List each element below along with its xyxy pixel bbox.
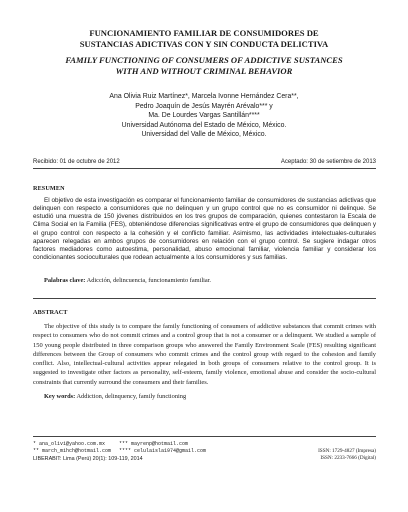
- issn-print: ISSN: 1729-4827 (Impresa): [318, 448, 376, 454]
- authors-line-2: Pedro Joaquín de Jesús Mayrén Arévalo*** y: [135, 102, 273, 110]
- resumen-keywords: [44, 277, 376, 284]
- authors-line-3: Ma. De Lourdes Vargas Santillán****: [148, 112, 260, 120]
- resumen-body: El objetivo de esta investigación es comparar el funcionamiento familiar de consumidores de sustancias adictivas que delinquen con respecto a consumidores que no delinquen y un grupo control que no es consumidor ni delinque. Se estudió una muestra de 150 jóvenes distribuidos en los tres grupos de comparación, quienes contestaron la Escala de Clima Social en la Familia (FES), obteniéndose diferencias significativas entre el grupo de consumidores que delinquen y el grupo control con respecto a la cohesión y el conflicto familiar. Asimismo, las actividades intelectuales-culturales aparecen relegadas en ambos grupos de consumidores en relación con el grupo control. Se sugiere indagar otros factores mediadores como autoestima, personalidad, abuso emocional familiar, violencia familiar y considerar los condicionantes socioculturales que rodean actualmente a los consumidores y sus familias.: [33, 197, 376, 262]
- author-block: [20, 92, 388, 140]
- footnote-email-3: *** mayrenp@hotmail.com: [119, 441, 189, 447]
- footnote-email-4: **** celulaisla1974@gmail.com: [119, 448, 207, 455]
- issn-block: [318, 448, 376, 463]
- resumen-heading: RESUMEN: [33, 185, 65, 192]
- divider-footnotes: [33, 436, 376, 437]
- abstract-keywords-label: Key words:: [44, 393, 76, 400]
- title-english: [20, 55, 388, 77]
- accepted-date: Aceptado: 30 de setiembre de 2013: [280, 159, 376, 165]
- title-english-line-1: FAMILY FUNCTIONING OF CONSUMERS OF ADDICTIVE SUSTANCES: [65, 55, 343, 65]
- journal-citation: LIBERABIT: Lima (Perú) 20(1): 109-119, 2014: [33, 455, 143, 462]
- footnote-email-2: ** march_mihch@hotmail.com: [33, 448, 112, 455]
- resumen-keywords-text: Adicción, delincuencia, funcionamiento familiar.: [86, 277, 212, 284]
- footnote-email-1: * ana_olivi@yahoo.com.mx: [33, 441, 106, 447]
- abstract-body: The objective of this study is to compare the family functioning of consumers of addictive substances that commit crimes with respect to consumers who do not commit crimes and a control group that is not a consumer or a delinquent. We studied a sample of 150 young people distributed in three comparison groups who answered the Family Environment Scale (FES) resulting significant differences between the Group of consumers who commit crimes and the control group with regard to the cohesion and family conflict. Also, intellectual-cultural activities appear relegated in both groups of consumers relative to the control group. It is suggested to investigate other factors as personality, self-esteem, family violence, emotional abuse and consider the socio-cultural constraints that currently surround the consumers and their families.: [33, 323, 376, 386]
- resumen-keywords-label: Palabras clave:: [44, 277, 86, 284]
- abstract-keywords: [44, 393, 376, 400]
- received-date: Recibido: 01 de octubre de 2012: [33, 159, 120, 165]
- abstract-keywords-text: Addiction, delinquency, family functioning: [76, 393, 187, 400]
- affiliation-1: Universidad Autónoma del Estado de México, México.: [121, 121, 287, 129]
- divider-top: [33, 168, 376, 169]
- article-dates: [33, 159, 376, 165]
- title-spanish-line-1: FUNCIONAMIENTO FAMILIAR DE CONSUMIDORES DE: [89, 28, 319, 38]
- title-spanish: [20, 28, 388, 50]
- abstract-heading: ABSTRACT: [33, 309, 68, 316]
- footnotes: [33, 441, 239, 463]
- title-spanish-line-2: SUSTANCIAS ADICTIVAS CON Y SIN CONDUCTA DELICTIVA: [79, 39, 329, 49]
- affiliation-2: Universidad del Valle de México, México.: [141, 131, 267, 139]
- divider-middle: [33, 298, 376, 299]
- authors-line-1: Ana Olivia Ruiz Martínez*, Marcela Ivonne Hernández Cera**,: [109, 93, 299, 100]
- title-english-line-2: WITH AND WITHOUT CRIMINAL BEHAVIOR: [115, 66, 293, 76]
- issn-digital: ISSN: 2233-7666 (Digital): [320, 455, 376, 462]
